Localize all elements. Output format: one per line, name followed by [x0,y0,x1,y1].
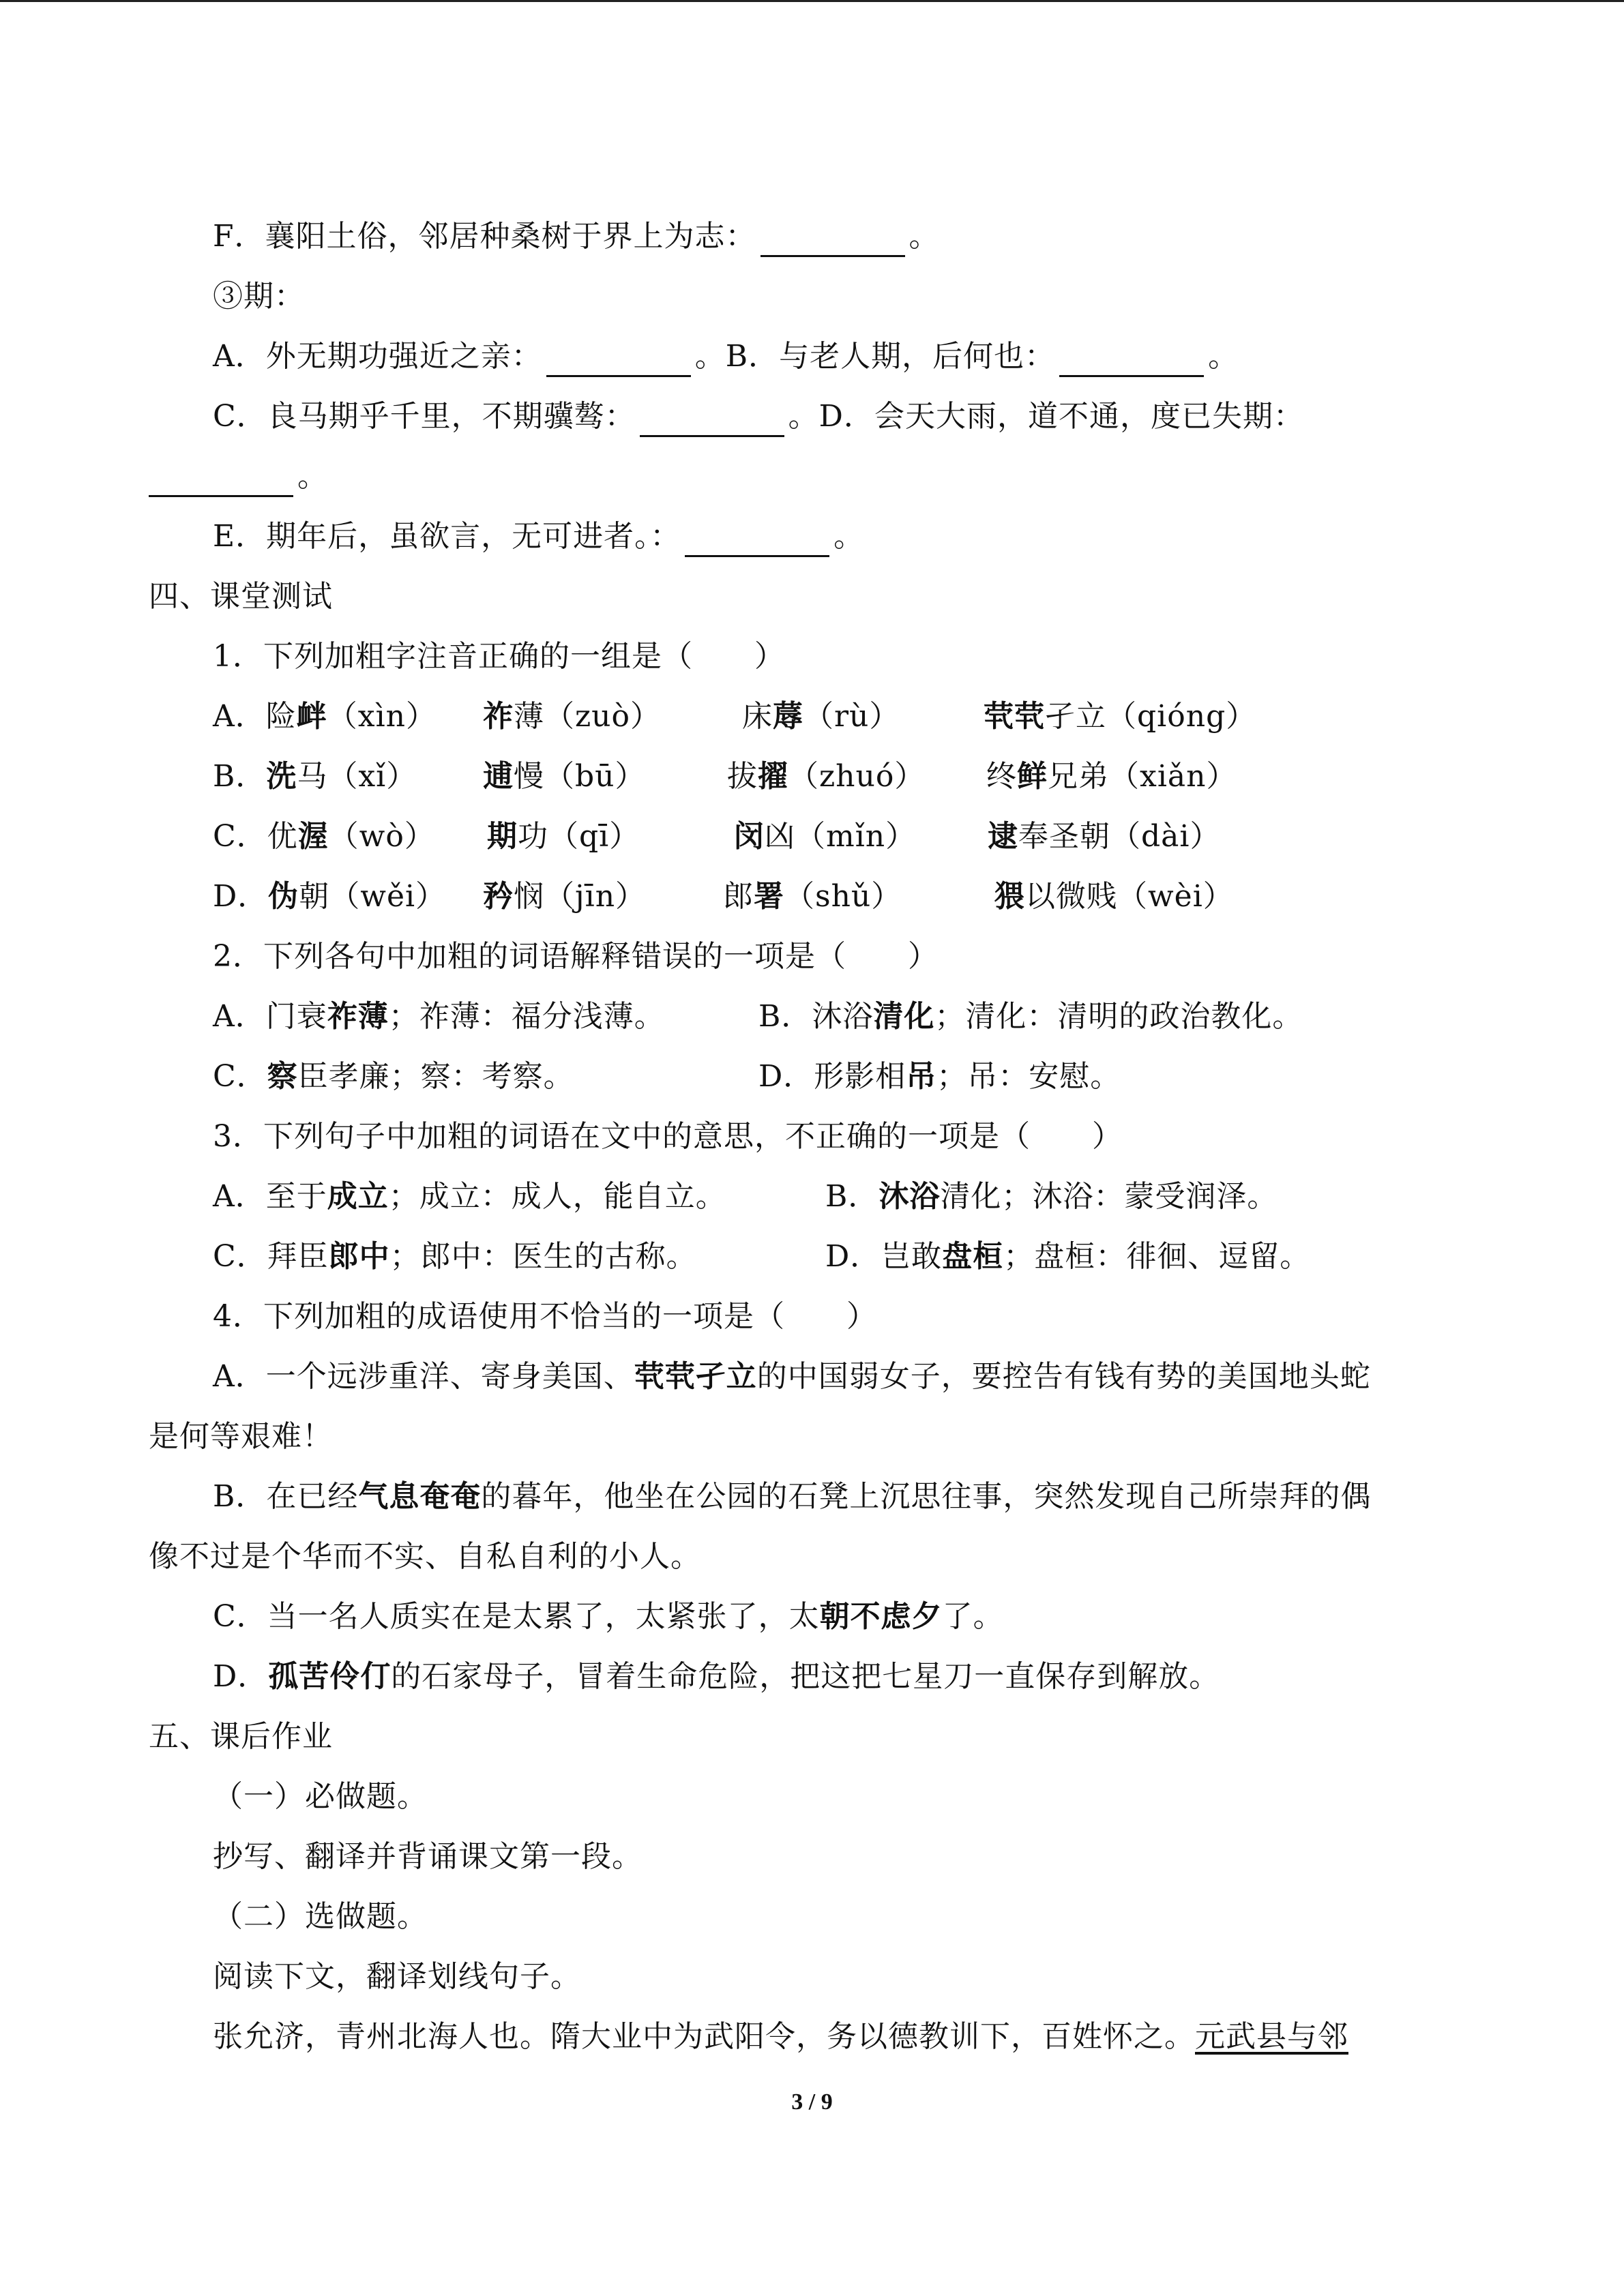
option-cell: 闵凶（mǐn） [734,819,917,854]
answer-blank[interactable] [1059,344,1204,377]
option-cell: D．伪朝（wěi） [213,879,447,914]
option-cell: 终鲜兄弟（xiǎn） [986,759,1237,794]
text: C．良马期乎千里，不期骥骜： [213,399,636,434]
option-cell: 矜悯（jīn） [483,879,647,914]
option-cell: C．优渥（wò） [213,819,435,854]
passage-text: 张允济，青州北海人也。隋大业中为武阳令，务以德教训下，百姓怀之。 [213,2019,1195,2054]
answer-blank[interactable] [640,404,784,437]
answer-blank[interactable] [761,224,905,257]
underlined-sentence: 元武县与邻 [1195,2019,1348,2054]
text: A．外无期功强近之亲： [213,339,542,374]
option-cell: A．险衅（xìn） [213,699,437,734]
q4-option-b-line2: 像不过是个华而不实、自私自利的小人。 [149,1539,701,1574]
option-cell: 床蓐（rù） [742,699,900,734]
answer-blank[interactable] [685,524,829,557]
text: 。 [909,219,940,254]
q4-option-b-line1: B．在已经气息奄奄的暮年，他坐在公园的石凳上沉思往事，突然发现自己所崇拜的偶 [213,1479,1372,1514]
option-cell: A．至于成立；成立：成人，能自立。 [213,1179,726,1214]
qi-heading: ③期： [213,279,305,314]
text: 。D．会天大雨，道不通，度已失期： [788,399,1304,434]
option-cell: 郎署（shǔ） [723,879,902,914]
text: 。B．与老人期，后何也： [694,339,1056,374]
homework-optional-heading: （二）选做题。 [213,1899,428,1934]
option-cell: B．沐浴清化；清化：清明的政治教化。 [758,999,1303,1034]
question-2: 2．下列各句中加粗的词语解释错误的一项是（ ） [213,939,939,974]
question-3: 3．下列句子中加粗的词语在文中的意思，不正确的一项是（ ） [213,1119,1123,1154]
text: E．期年后，虽欲言，无可进者。： [213,519,681,554]
option-cell: 期功（qī） [487,819,640,854]
section-heading-homework: 五、课后作业 [149,1719,333,1754]
option-cell: 茕茕孑立（qióng） [984,699,1257,734]
line-qi-cd [213,396,1304,437]
text: 。 [1208,339,1239,374]
page-number: 3 / 9 [791,2089,833,2115]
text: F．襄阳土俗，邻居种桑树于界上为志： [213,219,756,254]
q4-option-a-line1: A．一个远涉重洋、寄身美国、茕茕孑立的中国弱女子，要控告有钱有势的美国地头蛇 [213,1359,1371,1394]
q4-option-c: C．当一名人质实在是太累了，太紧张了，太朝不虑夕了。 [213,1599,1004,1634]
option-cell: 逮奉圣朝（dài） [988,819,1221,854]
homework-required-text: 抄写、翻译并背诵课文第一段。 [213,1839,643,1874]
line-qi-d-cont [149,456,328,497]
option-cell: A．门衰祚薄；祚薄：福分浅薄。 [213,999,665,1034]
question-4: 4．下列加粗的成语使用不恰当的一项是（ ） [213,1299,877,1334]
option-cell: B．洗马（xǐ） [213,759,417,794]
option-cell: 祚薄（zuò） [483,699,662,734]
line-f-xiangyang [213,216,940,257]
option-cell: B．沐浴清化；沐浴：蒙受润泽。 [825,1179,1278,1214]
question-1: 1．下列加粗字注音正确的一组是（ ） [213,639,785,674]
option-cell: 猥以微贱（wèi） [994,879,1234,914]
line-qi-ab [213,336,1239,377]
text: 。 [833,519,865,554]
line-qi-e [213,516,864,557]
option-cell: C．拜臣郎中；郎中：医生的古称。 [213,1239,697,1274]
q4-option-d: D．孤苦伶仃的石家母子，冒着生命危险，把这把七星刀一直保存到解放。 [213,1659,1220,1694]
reading-passage [213,2016,1348,2057]
option-cell: 逋慢（bū） [483,759,646,794]
section-heading-test: 四、课堂测试 [149,579,333,614]
text: 。 [297,459,328,494]
option-cell: D．形影相吊；吊：安慰。 [758,1059,1121,1094]
homework-required-heading: （一）必做题。 [213,1779,428,1814]
option-cell: D．岂敢盘桓；盘桓：徘徊、逗留。 [825,1239,1311,1274]
answer-blank[interactable] [149,464,293,497]
option-cell: C．察臣孝廉；察：考察。 [213,1059,574,1094]
q4-option-a-line2: 是何等艰难！ [149,1419,333,1454]
answer-blank[interactable] [546,344,691,377]
option-cell: 拔擢（zhuó） [727,759,926,794]
homework-optional-text: 阅读下文，翻译划线句子。 [213,1959,581,1994]
